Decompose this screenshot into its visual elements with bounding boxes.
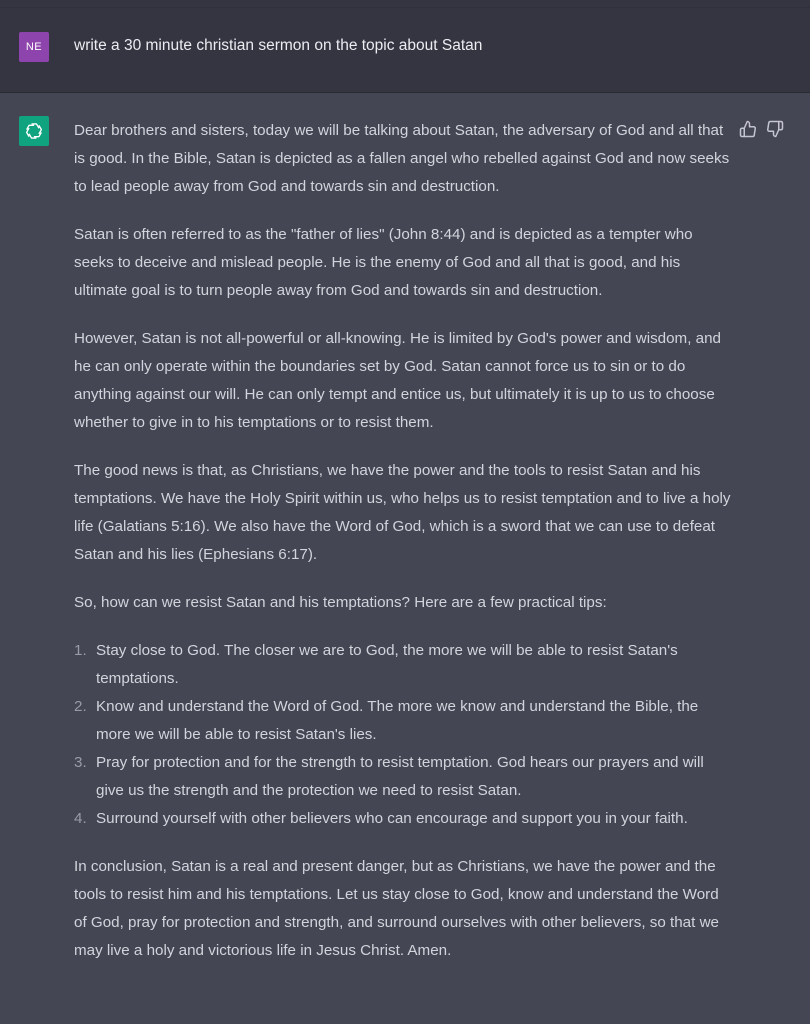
list-item	[74, 749, 734, 805]
thumbs-up-button[interactable]	[739, 120, 757, 138]
assistant-avatar	[19, 116, 49, 146]
user-avatar: NE	[19, 32, 49, 62]
thumbs-down-button[interactable]	[766, 120, 784, 138]
paragraph-intro: Dear brothers and sisters, today we will be talking about Satan, the adversary of God and all that is good. In the Bible, Satan is depicted as a fallen angel who rebelled against God and now seeks to lead people away from God and towards sin and destruction.	[74, 122, 730, 195]
list-item-text: Pray for protection and for the strength to resist temptation. God hears our prayers and will give us the strength and the protection we need to resist Satan.	[96, 754, 704, 799]
paragraph-tips-intro: So, how can we resist Satan and his temptations? Here are a few practical tips:	[74, 594, 607, 611]
list-item	[74, 693, 734, 749]
paragraph-limits: However, Satan is not all-powerful or all-knowing. He is limited by God's power and wisdom, and he can only operate within the boundaries set by God. Satan cannot force us to sin or to do anything against our will. He can only tempt and entice us, but ultimately it is up to us to choose whether to give in to his temptations or to resist them.	[74, 330, 721, 431]
thumbs-up-icon	[739, 120, 757, 138]
list-item-text: Know and understand the Word of God. The more we know and understand the Bible, the more we will be able to resist Satan's lies.	[96, 698, 699, 743]
list-item-text: Stay close to God. The closer we are to God, the more we will be able to resist Satan's temptations.	[96, 642, 678, 687]
list-item	[74, 637, 734, 693]
assistant-message-content	[74, 117, 734, 985]
paragraph-father-of-lies: Satan is often referred to as the "father of lies" (John 8:44) and is depicted as a tempter who seeks to deceive and mislead people. He is the enemy of God and all that is good, and his ultimate goal is to turn people away from God and towards sin and destruction.	[74, 226, 693, 299]
assistant-message-row	[0, 93, 810, 1024]
list-number: 1.	[74, 642, 87, 659]
openai-logo-icon	[24, 121, 44, 141]
list-number: 3.	[74, 754, 87, 771]
list-number: 2.	[74, 698, 87, 715]
tips-list	[74, 637, 734, 833]
paragraph-conclusion: In conclusion, Satan is a real and present danger, but as Christians, we have the power and the tools to resist him and his temptations. Let us stay close to God, know and understand the Word of God, pray for protection and strength, and surround ourselves with other believers, so that we may live a holy and victorious life in Jesus Christ. Amen.	[74, 858, 719, 959]
thumbs-down-icon	[766, 120, 784, 138]
list-number: 4.	[74, 810, 87, 827]
user-message-text: write a 30 minute christian sermon on the topic about Satan	[74, 37, 483, 54]
list-item	[74, 805, 734, 833]
top-divider	[0, 0, 810, 8]
user-message-row	[0, 8, 810, 93]
list-item-text: Surround yourself with other believers who can encourage and support you in your faith.	[96, 810, 688, 827]
paragraph-good-news: The good news is that, as Christians, we have the power and the tools to resist Satan and his temptations. We have the Holy Spirit within us, who helps us to resist temptation and to live a holy life (Galatians 5:16). We also have the Word of God, which is a sword that we can use to defeat Satan and his lies (Ephesians 6:17).	[74, 462, 731, 563]
